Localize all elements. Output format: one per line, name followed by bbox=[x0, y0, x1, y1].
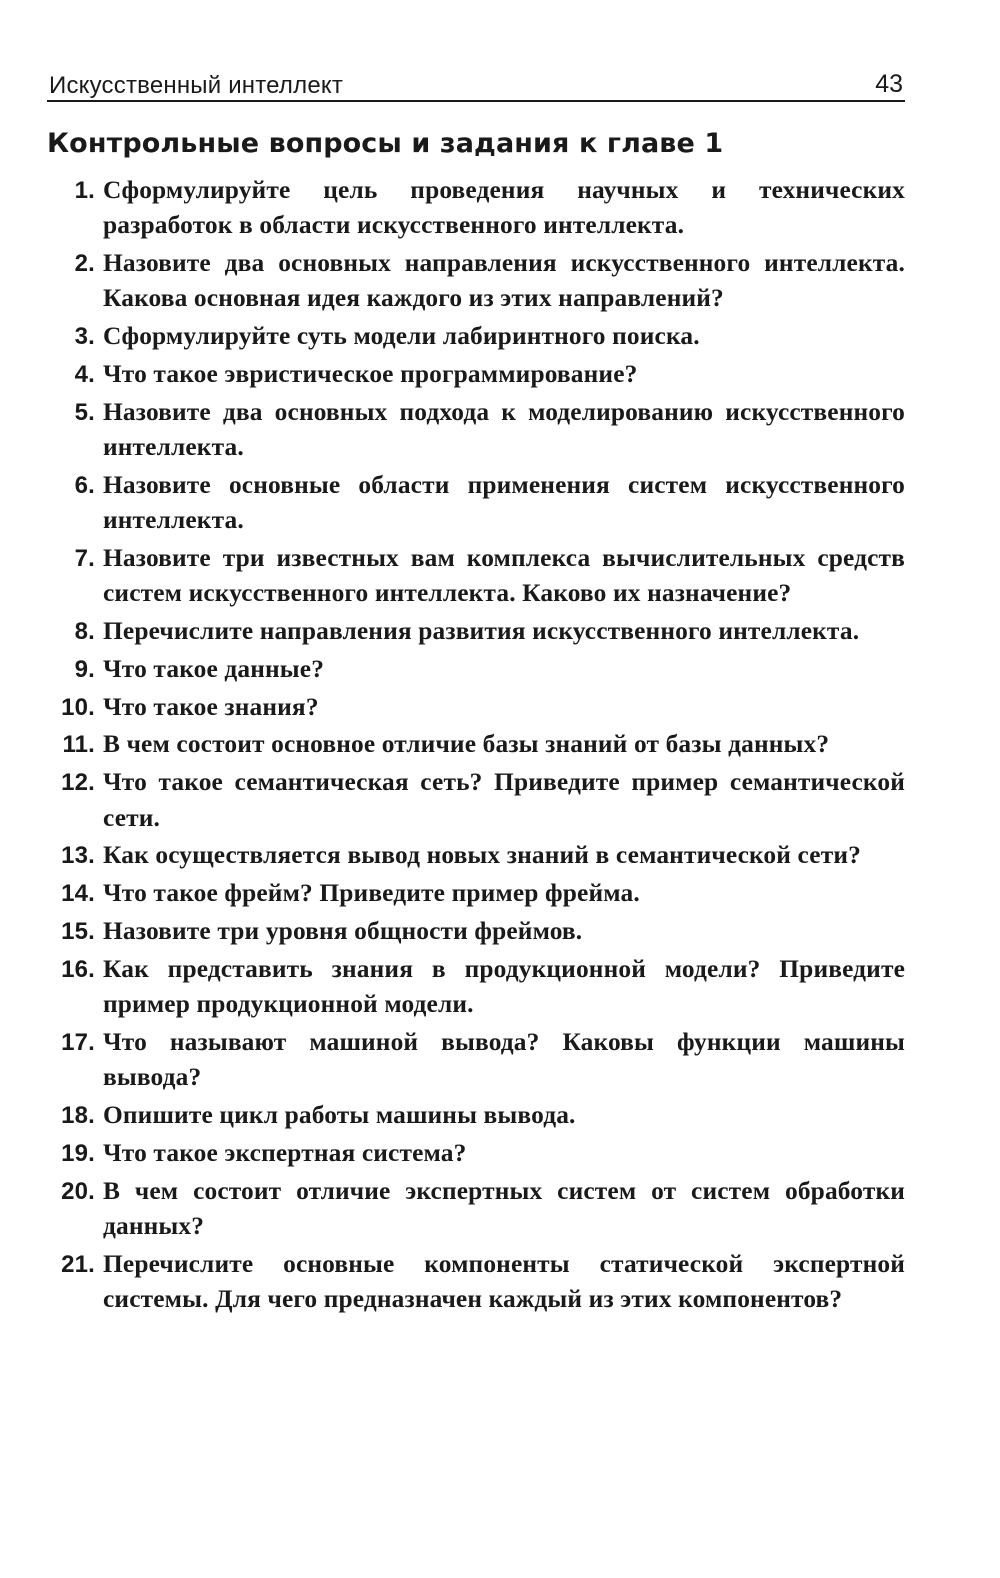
question-item bbox=[47, 1174, 905, 1245]
question-item bbox=[47, 1098, 905, 1133]
question-item bbox=[47, 727, 905, 762]
question-item bbox=[47, 1025, 905, 1096]
question-item bbox=[47, 319, 905, 354]
question-number: 17. bbox=[61, 1028, 95, 1056]
question-number: 4. bbox=[74, 360, 95, 388]
question-text: Что такое семантическая сеть? Приведите пример семантической сети. bbox=[103, 768, 905, 832]
question-text: Сформулируйте цель проведения научных и технических разработок в области искусственного интеллекта. bbox=[103, 176, 905, 240]
question-item bbox=[47, 357, 905, 392]
question-number: 1. bbox=[74, 177, 95, 204]
question-item bbox=[47, 246, 905, 317]
question-text: Как осуществляется вывод новых знаний в семантической сети? bbox=[103, 841, 861, 870]
question-number: 7. bbox=[74, 544, 95, 572]
question-text: Что такое данные? bbox=[103, 654, 325, 683]
question-number: 14. bbox=[61, 880, 95, 908]
question-item bbox=[47, 914, 905, 949]
question-text: Назовите два основных подхода к моделированию искусственного интеллекта. bbox=[103, 397, 905, 462]
question-text: В чем состоит основное отличие базы знаний от базы данных? bbox=[103, 730, 830, 759]
question-text: Что такое эвристическое программирование? bbox=[103, 359, 638, 388]
question-text: Что такое знания? bbox=[103, 692, 319, 721]
question-number: 16. bbox=[61, 955, 95, 983]
question-item bbox=[47, 541, 905, 612]
question-text: Что такое фрейм? Приведите пример фрейма. bbox=[103, 879, 640, 908]
question-text: Сформулируйте суть модели лабиринтного поиска. bbox=[103, 322, 700, 351]
question-number: 15. bbox=[61, 917, 95, 945]
question-text: Перечислите основные компоненты статической экспертной системы. Для чего предназначен каждый из этих компонентов? bbox=[103, 1249, 905, 1313]
question-number: 2. bbox=[74, 250, 95, 278]
question-text: Назовите три уровня общности фреймов. bbox=[103, 916, 583, 945]
section-title: Контрольные вопросы и задания к главе 1 bbox=[47, 128, 724, 159]
running-header bbox=[47, 66, 905, 102]
question-item bbox=[47, 395, 905, 466]
question-item bbox=[47, 614, 905, 649]
running-title: Искусственный интеллект bbox=[49, 72, 344, 99]
question-text: Что такое экспертная система? bbox=[103, 1138, 467, 1167]
question-text: Что называют машиной вывода? Каковы функции машины вывода? bbox=[103, 1027, 905, 1092]
question-item bbox=[47, 838, 905, 873]
question-item bbox=[47, 468, 905, 539]
question-number: 12. bbox=[61, 769, 95, 797]
question-text: Опишите цикл работы машины вывода. bbox=[103, 1100, 576, 1129]
question-number: 18. bbox=[61, 1101, 95, 1129]
question-item bbox=[47, 690, 905, 725]
question-item bbox=[47, 765, 905, 836]
question-item bbox=[47, 1136, 905, 1171]
question-number: 11. bbox=[62, 731, 95, 759]
question-number: 19. bbox=[61, 1139, 95, 1167]
question-text: Как представить знания в продукционной модели? Приведите пример продукционной модели. bbox=[103, 954, 905, 1019]
question-number: 13. bbox=[61, 842, 95, 870]
question-text: В чем состоит отличие экспертных систем от систем обработки данных? bbox=[103, 1176, 905, 1240]
question-item bbox=[47, 876, 905, 911]
question-number: 9. bbox=[74, 655, 95, 683]
question-number: 6. bbox=[74, 471, 95, 499]
question-text: Перечислите направления развития искусственного интеллекта. bbox=[103, 617, 860, 646]
question-item bbox=[47, 652, 905, 687]
question-number: 5. bbox=[74, 398, 95, 426]
question-number: 3. bbox=[74, 323, 95, 351]
question-item bbox=[47, 952, 905, 1023]
page-number: 43 bbox=[875, 70, 903, 98]
question-number: 20. bbox=[61, 1177, 95, 1205]
question-text: Назовите основные области применения систем искусственного интеллекта. bbox=[103, 470, 905, 535]
question-number: 8. bbox=[74, 618, 95, 646]
question-item bbox=[47, 173, 905, 244]
questions-list bbox=[47, 173, 905, 1320]
question-number: 21. bbox=[61, 1250, 95, 1278]
question-text: Назовите два основных направления искусственного интеллекта. Какова основная идея каждого из этих направлений? bbox=[103, 249, 905, 313]
question-number: 10. bbox=[61, 693, 95, 721]
question-item bbox=[47, 1247, 905, 1318]
question-text: Назовите три известных вам комплекса вычислительных средств систем искусственного интеллекта. Каково их назначение? bbox=[103, 543, 905, 608]
